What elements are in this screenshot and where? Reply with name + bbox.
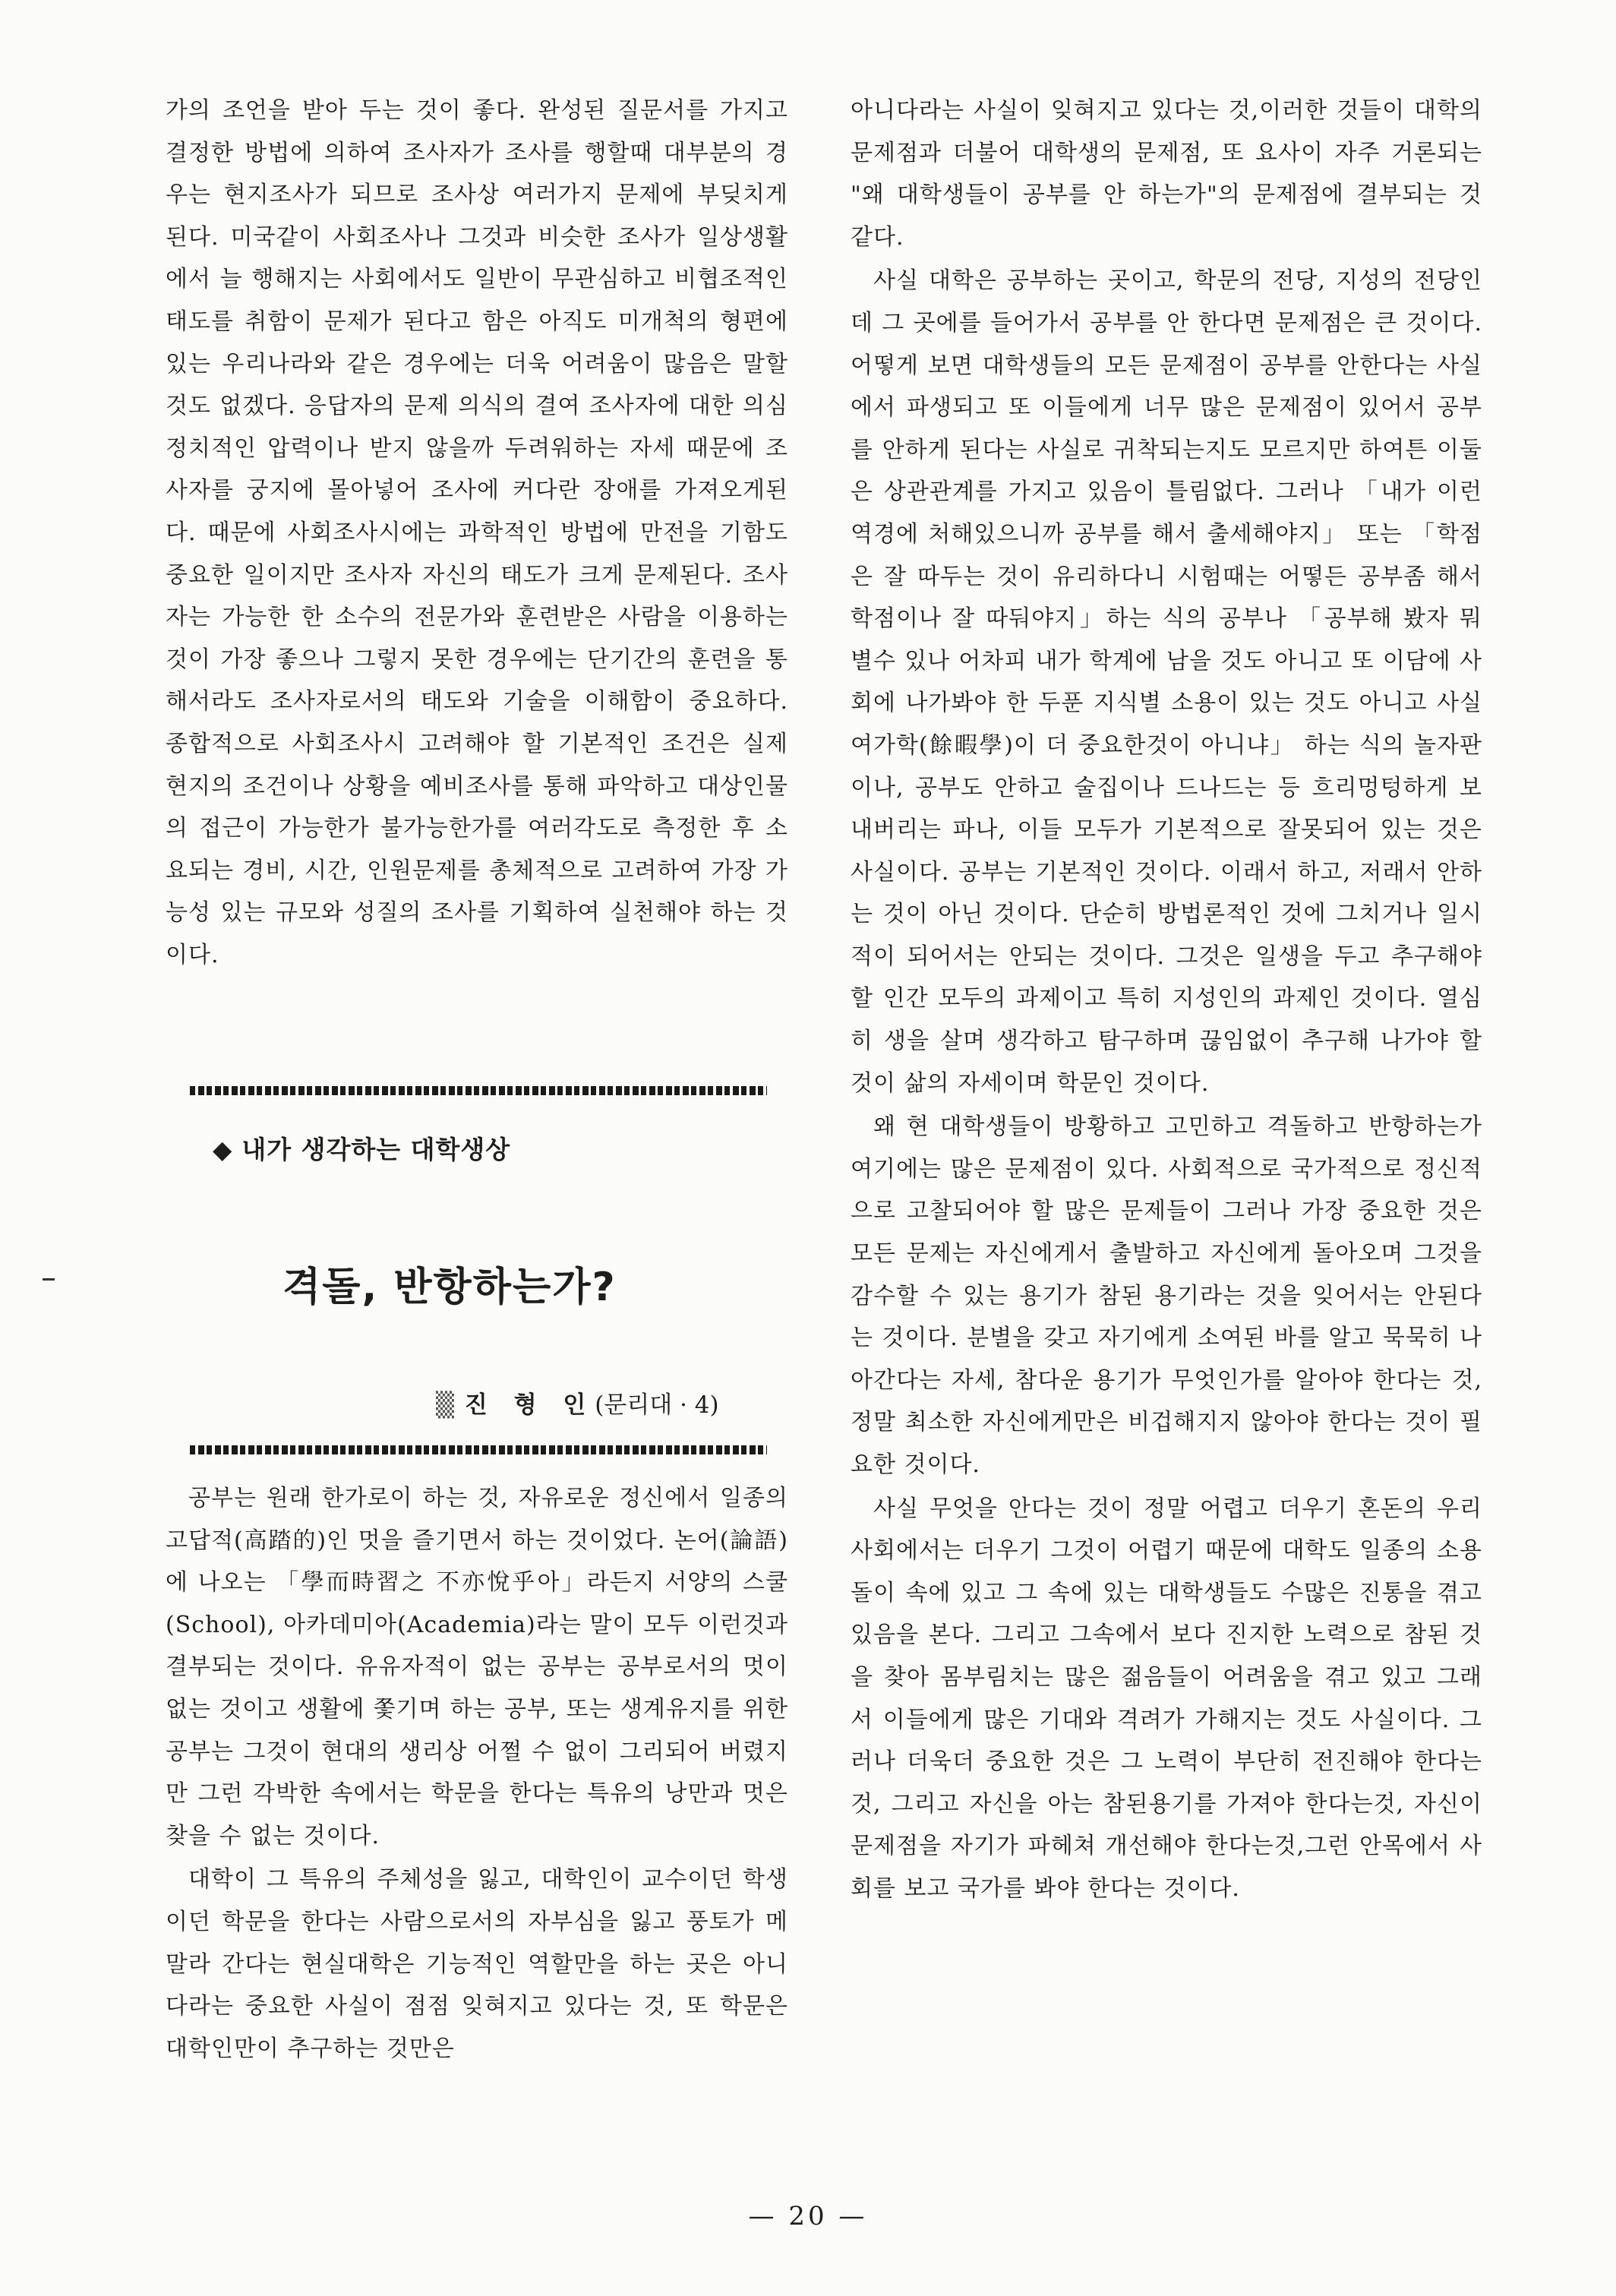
byline xyxy=(436,1385,719,1420)
right-paragraph-1: 아니다라는 사실이 잊혀지고 있다는 것,이러한 것들이 대학의 문제점과 더불어 대학생의 문제점, 또 요사이 자주 거론되는 "왜 대학생들이 공부를 안 하는가"의 문제점에 결부되는 것 같다. xyxy=(851,97,1482,251)
divider-rule-top xyxy=(190,1086,767,1095)
left-column-continued-text xyxy=(166,90,788,976)
divider-rule-bottom xyxy=(190,1445,767,1454)
right-paragraph-3: 왜 현 대학생들이 방황하고 고민하고 격돌하고 반항하는가 여기에는 많은 문제점이 있다. 사회적으로 국가적으로 정신적으로 고찰되어야 할 많은 문제들이 그러나 가장 중요한 것은 모든 문제는 자신에게서 출발하고 자신에게 돌아오며 그것을 감수할 수 있는 용기가 참된 용기라는 것을 잊어서는 안된다는 것이다. 분별을 갖고 자기에게 소여된 바를 알고 묵묵히 나아간다는 자세, 참다운 용기가 무엇인가를 알아야 한다는 것, 정말 최소한 자신에게만은 비겁해지지 않아야 한다는 것이 필요한 것이다. xyxy=(851,1113,1482,1478)
right-paragraph-2: 사실 대학은 공부하는 곳이고, 학문의 전당, 지성의 전당인데 그 곳에를 들어가서 공부를 안 한다면 문제점은 큰 것이다. 어떻게 보면 대학생들의 모든 문제점이 공부를 안한다는 사실에서 파생되고 또 이들에게 너무 많은 문제점이 있어서 공부를 안하게 된다는 사실로 귀착되는지도 모르지만 하여튼 이둘은 상관관계를 가지고 있음이 틀림없다. 그러나 「내가 이런 역경에 처해있으니까 공부를 해서 출세해야지」 또는 「학점은 잘 따두는 것이 유리하다니 시험때는 어떻든 공부좀 해서 학점이나 잘 따둬야지」하는 식의 공부나 「공부해 봤자 뭐 별수 있나 어차피 내가 학계에 남을 것도 아니고 또 이담에 사회에 나가봐야 한 두푼 지식별 소용이 있는 것도 아니고 사실 여가학(餘暇學)이 더 중요한것이 아니냐」 하는 식의 놀자판이나, 공부도 안하고 술집이나 드나드는 등 흐리멍텅하게 보내버리는 파나, 이들 모두가 기본적으로 잘못되어 있는 것은 사실이다. 공부는 기본적인 것이다. 이래서 하고, 저래서 안하는 것이 아닌 것이다. 단순히 방법론적인 것에 그치거나 일시적이 되어서는 안되는 것이다. 그것은 일생을 두고 추구해야 할 인간 모두의 과제이고 특히 지성인의 과제인 것이다. 열심히 생을 살며 생각하고 탐구하며 끊임없이 추구해 나가야 할 것이 삶의 자세이며 학문인 것이다. xyxy=(851,267,1482,1097)
article-title: 격돌, 반항하는가? xyxy=(282,1265,617,1310)
article-body-left xyxy=(166,1477,788,2070)
page-number: — 20 — xyxy=(748,2201,868,2231)
section-heading xyxy=(213,1130,510,1166)
diamond-bullet-icon: ◆ xyxy=(213,1135,233,1164)
author-name: 진 형 인 xyxy=(464,1391,595,1419)
article-paragraph-1: 공부는 원래 한가로이 하는 것, 자유로운 정신에서 일종의 고답적(高踏的)인 멋을 즐기면서 하는 것이었다. 논어(論語)에 나오는 「學而時習之 不亦悅乎아」라든지 서양의 스쿨(School), 아카데미아(Academia)라는 말이 모두 이런것과 결부되는 것이다. 유유자적이 없는 공부는 공부로서의 멋이 없는 것이고 생활에 쫓기며 하는 공부, 또는 생계유지를 위한 공부는 그것이 현대의 생리상 어쩔 수 없이 그리되어 버렸지만 그런 각박한 속에서는 학문을 한다는 특유의 낭만과 멋은 찾을 수 없는 것이다. xyxy=(166,1485,788,1849)
byline-pattern-icon: ▒ xyxy=(436,1391,454,1419)
article-paragraph-2: 대학이 그 특유의 주체성을 잃고, 대학인이 교수이던 학생이던 학문을 한다는 사람으로서의 자부심을 잃고 풍토가 메말라 간다는 현실대학은 기능적인 역할만을 하는 곳은 아니다라는 중요한 사실이 점점 잊혀지고 있다는 것, 또 학문은 대학인만이 추구하는 것만은 xyxy=(166,1866,788,2062)
author-affiliation: (문리대 · 4) xyxy=(595,1391,719,1419)
right-paragraph-4: 사실 무엇을 안다는 것이 정말 어렵고 더우기 혼돈의 우리사회에서는 더우기 그것이 어렵기 때문에 대학도 일종의 소용돌이 속에 있고 그 속에 있는 대학생들도 수많은 진통을 겪고 있음을 본다. 그리고 그속에서 보다 진지한 노력으로 참된 것을 찾아 몸부림치는 많은 젊음들이 어려움을 겪고 있고 그래서 이들에게 많은 기대와 격려가 가해지는 것도 사실이다. 그러나 더욱더 중요한 것은 그 노력이 부단히 전진해야 한다는 것, 그리고 자신을 아는 참된용기를 가져야 한다는것, 자신이 문제점을 자기가 파헤쳐 개선해야 한다는것,그런 안목에서 사회를 보고 국가를 봐야 한다는 것이다. xyxy=(851,1495,1482,1902)
left-paragraph-1: 가의 조언을 받아 두는 것이 좋다. 완성된 질문서를 가지고 결정한 방법에 의하여 조사자가 조사를 행할때 대부분의 경우는 현지조사가 되므로 조사상 여러가지 문제에 부딪치게 된다. 미국같이 사회조사나 그것과 비슷한 조사가 일상생활에서 늘 행해지는 사회에서도 일반이 무관심하고 비협조적인 태도를 취함이 문제가 된다고 함은 아직도 미개척의 형편에 있는 우리나라와 같은 경우에는 더욱 어려움이 많음은 말할것도 없겠다. 응답자의 문제 의식의 결여 조사자에 대한 의심 정치적인 압력이나 받지 않을까 두려워하는 자세 때문에 조사자를 궁지에 몰아넣어 조사에 커다란 장애를 가져오게된다. 때문에 사회조사시에는 과학적인 방법에 만전을 기함도 중요한 일이지만 조사자 자신의 태도가 크게 문제된다. 조사자는 가능한 한 소수의 전문가와 훈련받은 사람을 이용하는 것이 가장 좋으나 그렇지 못한 경우에는 단기간의 훈련을 통해서라도 조사자로서의 태도와 기술을 이해함이 중요하다. 종합적으로 사회조사시 고려해야 할 기본적인 조건은 실제 현지의 조건이나 상황을 예비조사를 통해 파악하고 대상인물의 접근이 가능한가 불가능한가를 여러각도로 측정한 후 소요되는 경비, 시간, 인원문제를 총체적으로 고려하여 가장 가능성 있는 규모와 성질의 조사를 기획하여 실천해야 하는 것이다. xyxy=(166,97,788,968)
margin-tick xyxy=(43,1278,55,1281)
section-heading-text: 내가 생각하는 대학생상 xyxy=(241,1135,511,1164)
right-column-text xyxy=(851,90,1482,1910)
